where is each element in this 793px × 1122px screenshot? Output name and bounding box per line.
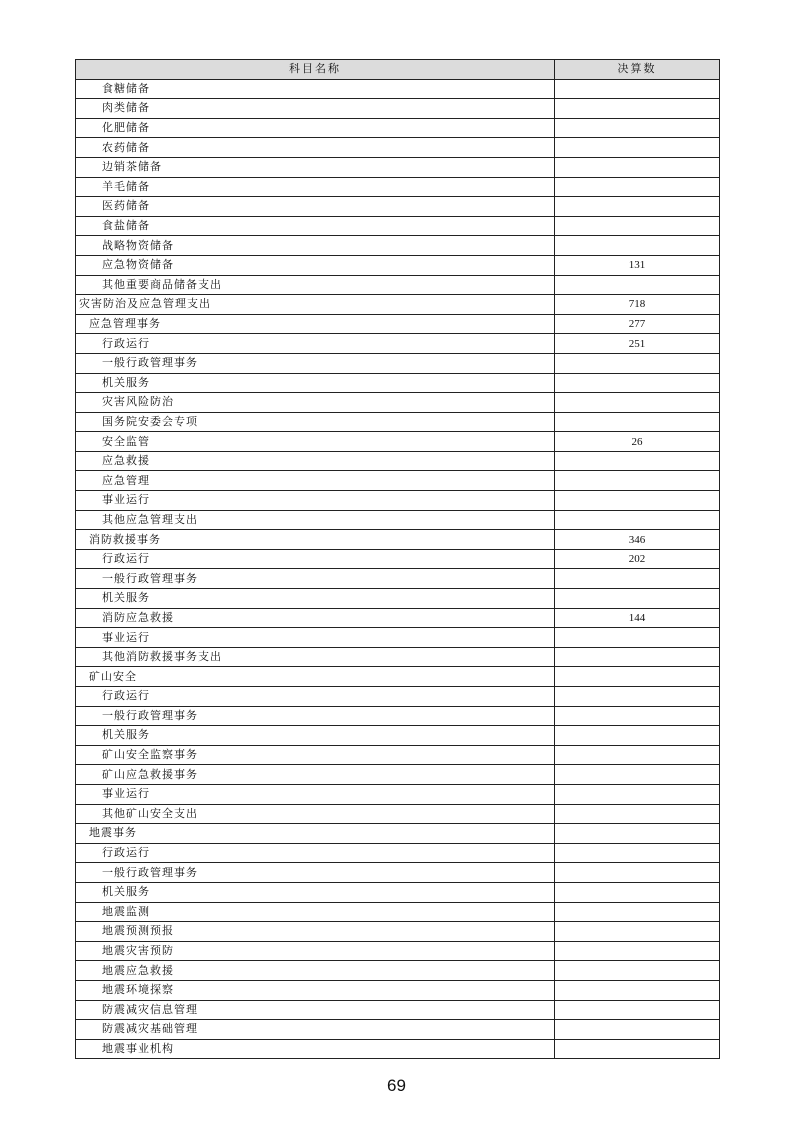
row-category-name: 安全监管 (76, 432, 555, 452)
row-category-name: 一般行政管理事务 (76, 353, 555, 373)
row-final-amount (555, 393, 720, 413)
row-final-amount: 346 (555, 530, 720, 550)
row-final-amount (555, 726, 720, 746)
table-row (76, 647, 720, 667)
row-category-name: 消防应急救援 (76, 608, 555, 628)
row-final-amount (555, 824, 720, 844)
row-final-amount (555, 882, 720, 902)
row-category-name: 行政运行 (76, 549, 555, 569)
row-category-name: 其他应急管理支出 (76, 510, 555, 530)
row-final-amount (555, 980, 720, 1000)
table-row (76, 432, 720, 452)
row-final-amount: 202 (555, 549, 720, 569)
row-category-name: 地震事务 (76, 824, 555, 844)
table-row (76, 412, 720, 432)
row-category-name: 战略物资储备 (76, 236, 555, 256)
table-row (76, 980, 720, 1000)
table-row (76, 1020, 720, 1040)
table-row (76, 393, 720, 413)
row-final-amount (555, 784, 720, 804)
row-final-amount (555, 471, 720, 491)
table-row (76, 961, 720, 981)
row-final-amount (555, 451, 720, 471)
row-final-amount (555, 745, 720, 765)
table-row (76, 706, 720, 726)
row-category-name: 应急管理事务 (76, 314, 555, 334)
row-category-name: 地震预测预报 (76, 922, 555, 942)
row-final-amount: 144 (555, 608, 720, 628)
row-final-amount (555, 197, 720, 217)
row-category-name: 矿山应急救援事务 (76, 765, 555, 785)
table-row (76, 138, 720, 158)
row-final-amount (555, 843, 720, 863)
row-category-name: 化肥储备 (76, 118, 555, 138)
row-category-name: 一般行政管理事务 (76, 863, 555, 883)
table-row (76, 177, 720, 197)
table-row (76, 275, 720, 295)
row-category-name: 应急救援 (76, 451, 555, 471)
row-final-amount (555, 902, 720, 922)
row-category-name: 其他矿山安全支出 (76, 804, 555, 824)
row-category-name: 肉类储备 (76, 99, 555, 119)
row-final-amount (555, 922, 720, 942)
table-row (76, 236, 720, 256)
row-final-amount (555, 353, 720, 373)
row-final-amount: 131 (555, 255, 720, 275)
row-final-amount (555, 863, 720, 883)
row-category-name: 消防救援事务 (76, 530, 555, 550)
row-final-amount: 26 (555, 432, 720, 452)
table-row (76, 197, 720, 217)
table-row (76, 530, 720, 550)
row-final-amount (555, 118, 720, 138)
row-final-amount (555, 1039, 720, 1059)
row-final-amount (555, 373, 720, 393)
table-row (76, 765, 720, 785)
row-category-name: 地震环境探察 (76, 980, 555, 1000)
row-category-name: 边销茶储备 (76, 157, 555, 177)
row-category-name: 食盐储备 (76, 216, 555, 236)
table-row (76, 589, 720, 609)
table-row (76, 941, 720, 961)
table-row (76, 1039, 720, 1059)
row-final-amount (555, 177, 720, 197)
table-row (76, 824, 720, 844)
table-row (76, 216, 720, 236)
table-row (76, 510, 720, 530)
table-row (76, 549, 720, 569)
table-row (76, 843, 720, 863)
table-row (76, 726, 720, 746)
table-row (76, 491, 720, 511)
row-category-name: 农药储备 (76, 138, 555, 158)
row-final-amount: 277 (555, 314, 720, 334)
table-body (76, 79, 720, 1059)
row-final-amount (555, 804, 720, 824)
table-row (76, 255, 720, 275)
row-category-name: 行政运行 (76, 843, 555, 863)
table-row (76, 79, 720, 99)
row-category-name: 食糖储备 (76, 79, 555, 99)
row-category-name: 机关服务 (76, 589, 555, 609)
table-row (76, 863, 720, 883)
row-final-amount (555, 412, 720, 432)
row-final-amount (555, 941, 720, 961)
row-final-amount (555, 569, 720, 589)
row-final-amount (555, 589, 720, 609)
row-category-name: 一般行政管理事务 (76, 569, 555, 589)
table-row (76, 118, 720, 138)
row-final-amount: 251 (555, 334, 720, 354)
row-category-name: 地震应急救援 (76, 961, 555, 981)
table-row (76, 99, 720, 119)
row-category-name: 机关服务 (76, 882, 555, 902)
table-row (76, 471, 720, 491)
table-row (76, 804, 720, 824)
row-category-name: 其他重要商品储备支出 (76, 275, 555, 295)
row-category-name: 矿山安全监察事务 (76, 745, 555, 765)
table-row (76, 314, 720, 334)
row-category-name: 羊毛储备 (76, 177, 555, 197)
row-category-name: 地震灾害预防 (76, 941, 555, 961)
row-final-amount (555, 99, 720, 119)
row-category-name: 机关服务 (76, 726, 555, 746)
row-final-amount (555, 236, 720, 256)
table-row (76, 902, 720, 922)
row-final-amount (555, 647, 720, 667)
row-final-amount (555, 687, 720, 707)
table-row (76, 569, 720, 589)
row-category-name: 机关服务 (76, 373, 555, 393)
row-category-name: 医药储备 (76, 197, 555, 217)
row-category-name: 事业运行 (76, 784, 555, 804)
table-row (76, 687, 720, 707)
column-header-name: 科目名称 (76, 60, 555, 80)
table-row (76, 157, 720, 177)
row-category-name: 地震监测 (76, 902, 555, 922)
row-category-name: 灾害风险防治 (76, 393, 555, 413)
row-final-amount (555, 1020, 720, 1040)
row-final-amount (555, 628, 720, 648)
table-row (76, 451, 720, 471)
table-row (76, 334, 720, 354)
row-final-amount (555, 510, 720, 530)
table-row (76, 1000, 720, 1020)
row-category-name: 其他消防救援事务支出 (76, 647, 555, 667)
row-final-amount (555, 216, 720, 236)
row-category-name: 防震减灾信息管理 (76, 1000, 555, 1020)
table-row (76, 667, 720, 687)
row-category-name: 一般行政管理事务 (76, 706, 555, 726)
row-category-name: 应急物资储备 (76, 255, 555, 275)
table-row (76, 608, 720, 628)
row-category-name: 行政运行 (76, 334, 555, 354)
row-final-amount (555, 157, 720, 177)
page-number: 69 (387, 1076, 406, 1095)
table-row (76, 784, 720, 804)
row-final-amount (555, 79, 720, 99)
row-category-name: 地震事业机构 (76, 1039, 555, 1059)
row-category-name: 灾害防治及应急管理支出 (76, 295, 555, 315)
row-final-amount (555, 491, 720, 511)
table-row (76, 922, 720, 942)
table-row (76, 882, 720, 902)
table-header-row (76, 60, 720, 80)
row-final-amount (555, 275, 720, 295)
row-final-amount (555, 706, 720, 726)
row-category-name: 事业运行 (76, 628, 555, 648)
row-final-amount (555, 961, 720, 981)
row-category-name: 行政运行 (76, 687, 555, 707)
row-category-name: 矿山安全 (76, 667, 555, 687)
table-row (76, 628, 720, 648)
row-category-name: 防震减灾基础管理 (76, 1020, 555, 1040)
table-row (76, 745, 720, 765)
row-category-name: 事业运行 (76, 491, 555, 511)
row-final-amount (555, 1000, 720, 1020)
table-row (76, 353, 720, 373)
row-final-amount (555, 667, 720, 687)
row-final-amount (555, 138, 720, 158)
table-row (76, 373, 720, 393)
budget-table (75, 59, 720, 1059)
budget-table-container (75, 59, 719, 1059)
row-category-name: 应急管理 (76, 471, 555, 491)
table-row (76, 295, 720, 315)
row-category-name: 国务院安委会专项 (76, 412, 555, 432)
column-header-amount: 决算数 (555, 60, 720, 80)
row-final-amount (555, 765, 720, 785)
row-final-amount: 718 (555, 295, 720, 315)
